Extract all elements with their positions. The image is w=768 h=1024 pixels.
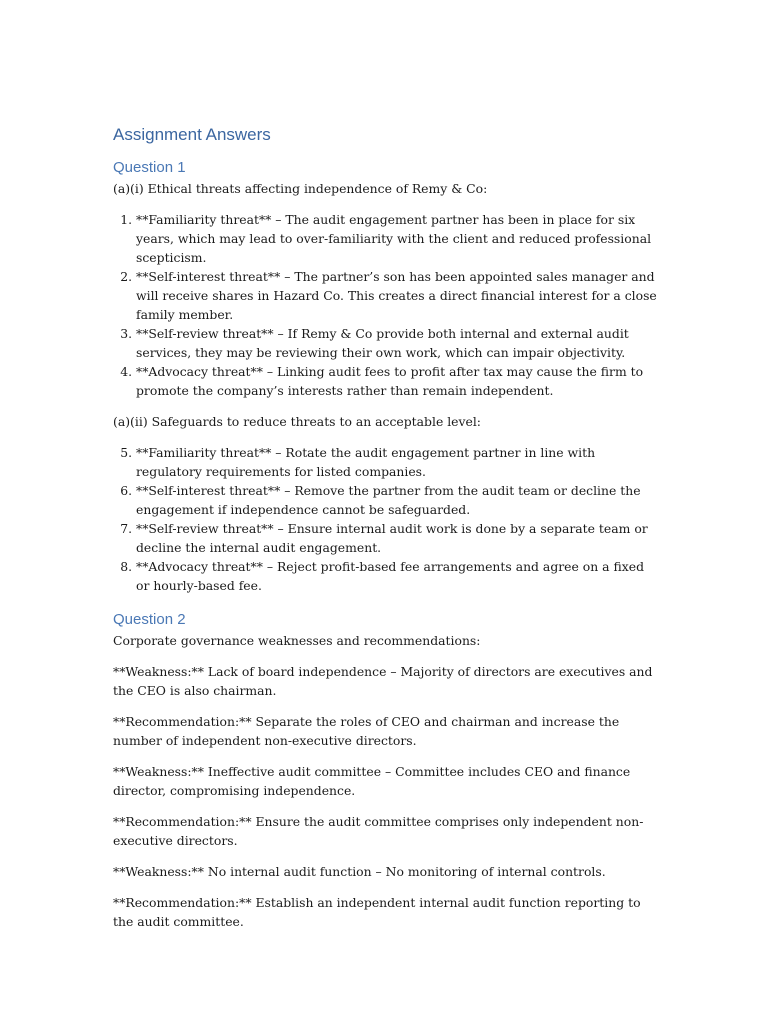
question-2-intro: Corporate governance weaknesses and recommendations: (113, 633, 481, 648)
list-item: 7. **Self-review threat** – Ensure internal audit work is done by a separate team or decline the internal audit engagement. (136, 519, 658, 557)
question-1-part-a-i-intro: (a)(i) Ethical threats affecting independence of Remy & Co: (113, 181, 488, 196)
q2-paragraph: **Weakness:** No internal audit function – No monitoring of internal controls. (113, 864, 606, 879)
q2-paragraph: **Recommendation:** Ensure the audit committee comprises only independent non-executive directors. (113, 814, 644, 848)
list-item: 6. **Self-interest threat** – Remove the partner from the audit team or decline the engagement if independence cannot be safeguarded. (136, 481, 658, 519)
list-item: 8. **Advocacy threat** – Reject profit-based fee arrangements and agree on a fixed or hourly-based fee. (136, 557, 658, 595)
list-item: 3. **Self-review threat** – If Remy & Co provide both internal and external audit services, they may be reviewing their own work, which can impair objectivity. (136, 324, 658, 362)
list-item: 2. **Self-interest threat** – The partner’s son has been appointed sales manager and will receive shares in Hazard Co. This creates a direct financial interest for a close family member. (136, 267, 658, 324)
question-2-heading: Question 2 (113, 611, 186, 628)
q2-paragraph: **Recommendation:** Separate the roles of CEO and chairman and increase the number of independent non-executive directors. (113, 714, 620, 748)
list-item: 4. **Advocacy threat** – Linking audit fees to profit after tax may cause the firm to promote the company’s interests rather than remain independent. (136, 362, 658, 400)
q2-paragraph: **Weakness:** Ineffective audit committee – Committee includes CEO and finance director, compromising independence. (113, 764, 631, 798)
question-1-part-a-ii-intro: (a)(ii) Safeguards to reduce threats to an acceptable level: (113, 414, 481, 429)
safeguards-list (113, 443, 658, 595)
question-1-heading: Question 1 (113, 159, 186, 176)
document-title: Assignment Answers (113, 125, 271, 144)
list-item: 1. **Familiarity threat** – The audit engagement partner has been in place for six years, which may lead to over-familiarity with the client and reduced professional scepticism. (136, 210, 658, 267)
threats-list (113, 210, 658, 400)
q2-paragraph: **Weakness:** Lack of board independence – Majority of directors are executives and the CEO is also chairman. (113, 664, 653, 698)
q2-paragraph: **Recommendation:** Establish an independent internal audit function reporting to the audit committee. (113, 895, 641, 929)
list-item: 5. **Familiarity threat** – Rotate the audit engagement partner in line with regulatory requirements for listed companies. (136, 443, 658, 481)
